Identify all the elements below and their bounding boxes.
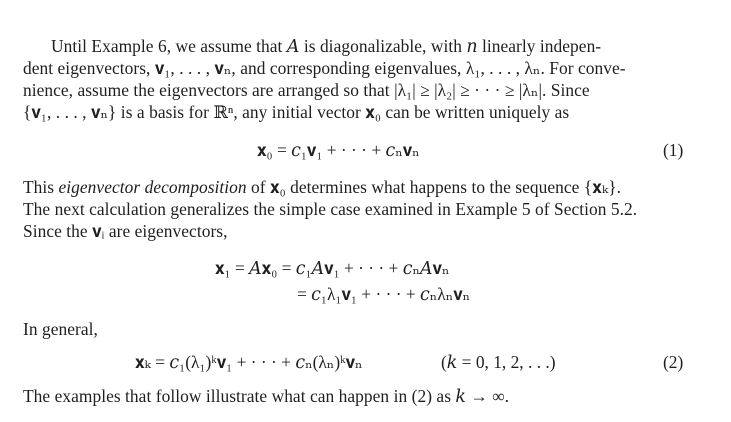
paragraph2-line3: Since the 𝐯ᵢ are eigenvectors, <box>23 221 228 241</box>
paragraph1-line4: {𝐯₁, . . . , 𝐯ₙ} is a basis for ℝⁿ, any initial vector 𝐱₀ can be written uniquely as <box>23 102 570 122</box>
paragraph2-line1 <box>23 176 621 198</box>
paragraph1-line2: dent eigenvectors, 𝐯₁, . . . , 𝐯ₙ, and corresponding eigenvalues, λ₁, . . . , λₙ. For conve- <box>23 58 626 78</box>
equation-2: 𝐱ₖ = 𝑐₁(λ₁)ᵏ𝐯₁ + · · · + 𝑐ₙ(λₙ)ᵏ𝐯ₙ <box>135 352 363 372</box>
paragraph2-line1-before: This <box>23 177 59 197</box>
paragraph2-line1-italic: eigenvector decomposition <box>58 177 247 197</box>
paragraph1-line3: nience, assume the eigenvectors are arranged so that |λ₁| ≥ |λ₂| ≥ · · · ≥ |λₙ|. Since <box>23 80 590 100</box>
in-general-text: In general, <box>23 319 98 339</box>
equation-1-number: (1) <box>663 140 684 160</box>
paragraph2-line1-after: of 𝐱₀ determines what happens to the sequence {𝐱ₖ}. <box>246 177 622 197</box>
paragraph2-line2: The next calculation generalizes the simple case examined in Example 5 of Section 5.2. <box>23 199 638 219</box>
closing-sentence: The examples that follow illustrate what can happen in (2) as 𝑘 → ∞. <box>23 386 510 406</box>
equation-block-line2: = 𝑐₁λ₁𝐯₁ + · · · + 𝑐ₙλₙ𝐯ₙ <box>297 284 471 304</box>
equation-1: 𝐱₀ = 𝑐₁𝐯₁ + · · · + 𝑐ₙ𝐯ₙ <box>257 140 420 160</box>
equation-block-line1: 𝐱₁ = 𝐴𝐱₀ = 𝑐₁𝐴𝐯₁ + · · · + 𝑐ₙ𝐴𝐯ₙ <box>215 258 450 278</box>
equation-2-condition: (𝑘 = 0, 1, 2, . . .) <box>441 352 556 372</box>
paragraph1-line1: Until Example 6, we assume that 𝐴 is diagonalizable, with 𝑛 linearly indepen- <box>51 36 602 56</box>
equation-2-number: (2) <box>663 352 684 372</box>
